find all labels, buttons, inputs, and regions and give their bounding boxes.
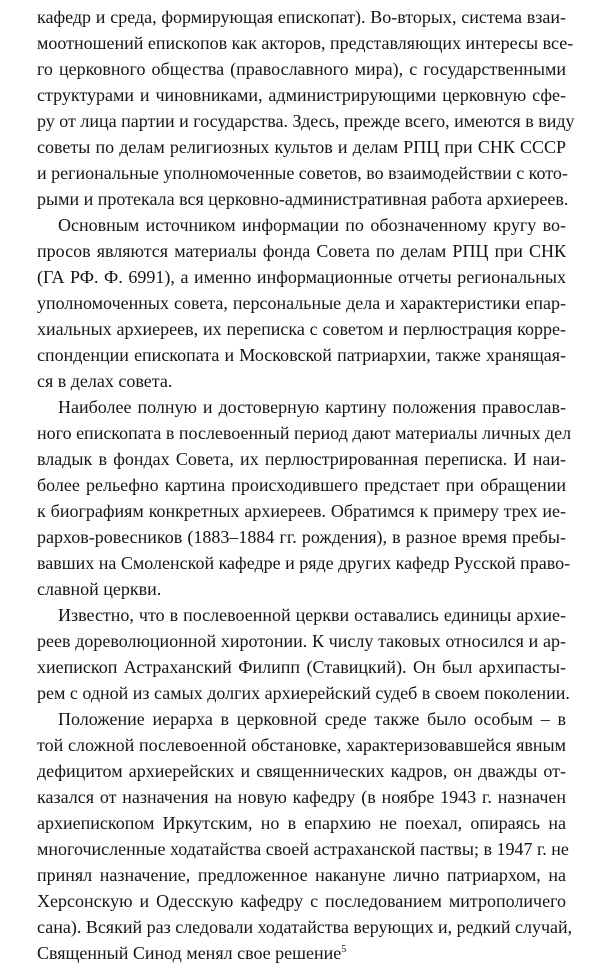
- text-line: (ГА РФ. Ф. 6991), а именно информационные отчеты региональных: [37, 267, 566, 287]
- text-line: рыми и протекала вся церковно-административная работа архиереев.: [37, 189, 569, 209]
- text-line: хиальных архиереев, их переписка с советом и перлюстрация корре-: [37, 319, 566, 339]
- paragraph-end-line: рем с одной из самых долгих архиерейский судеб в своем поколении.: [37, 683, 570, 703]
- paragraph-end-line: славной церкви.: [37, 579, 162, 599]
- paragraph-start-line: Основным источником информации по обозначенному кругу во-: [58, 215, 566, 235]
- text-line: рархов-ровесников (1883–1884 гг. рождения), в разное время пребы-: [37, 527, 566, 547]
- text-line: владык в фондах Совета, их перлюстрированная переписка. И наи-: [37, 449, 566, 469]
- text-line: реев дореволюционной хиротонии. К числу таковых относился и ар-: [37, 631, 566, 651]
- paragraph-end-line: ся в делах совета.: [37, 371, 173, 391]
- text-line: ру от лица партии и государства. Здесь, прежде всего, имеются в виду: [37, 111, 575, 131]
- text-line: многочисленные ходатайства своей астраханской паствы; в 1947 г. не: [37, 839, 569, 859]
- text-line: хиепископ Астраханский Филипп (Ставицкий). Он был архипасты-: [37, 657, 566, 677]
- text-line: Херсонскую и Одесскую кафедру с последованием митрополичего: [37, 891, 566, 911]
- text-line: казался от назначения на новую кафедру (в ноябре 1943 г. назначен: [37, 787, 566, 807]
- text-line: просов являются материалы фонда Совета по делам РПЦ при СНК: [37, 241, 566, 261]
- text-line: более рельефно картина происходившего предстает при обращении: [37, 475, 566, 495]
- text-line: спонденции епископата и Московской патриархии, также хранящая-: [37, 345, 566, 365]
- text-line: архиепископом Иркутским, но в епархию не поехал, опираясь на: [37, 813, 566, 833]
- paragraph-start-line: Известно, что в послевоенной церкви оставались единицы архие-: [58, 605, 566, 625]
- paragraph-end-line: [37, 940, 566, 966]
- text-line: кафедр и среда, формирующая епископат). Во-вторых, система взаи-: [37, 7, 566, 27]
- text-line: го церковного общества (православного мира), с государственными: [37, 59, 566, 79]
- text-line: ного епископата в послевоенный период дают материалы личных дел: [37, 423, 572, 443]
- paragraph-start-line: Положение иерарха в церковной среде также было особым – в: [58, 709, 566, 729]
- text-line: моотношений епископов как акторов, представляющих интересы все-: [37, 33, 574, 53]
- text-line: советы по делам религиозных культов и делам РПЦ при СНК СССР: [37, 137, 566, 157]
- text-line: принял назначение, предложенное накануне лично патриархом, на: [37, 865, 566, 885]
- text-line: той сложной послевоенной обстановке, характеризовавшейся явным: [37, 735, 566, 755]
- text-line: и региональные уполномоченные советов, во взаимодействии с кото-: [37, 163, 568, 183]
- text-fragment: Священный Синод менял свое решение: [37, 943, 342, 963]
- text-line: к биографиям конкретных архиереев. Обратимся к примеру трех ие-: [37, 501, 566, 521]
- paragraph-start-line: Наиболее полную и достоверную картину положения православ-: [58, 397, 566, 417]
- text-line: вавших на Смоленской кафедре и ряде других кафедр Русской право-: [37, 553, 571, 573]
- text-line: уполномоченных совета, персональные дела и характеристики епар-: [37, 293, 566, 313]
- footnote-marker[interactable]: 5: [341, 944, 347, 955]
- text-line: дефицитом архиерейских и священнических кадров, он дважды от-: [37, 761, 566, 781]
- text-line: структурами и чиновниками, администрирующими церковную сфе-: [37, 85, 566, 105]
- text-line: сана). Всякий раз следовали ходатайства верующих и, редкий случай,: [37, 917, 573, 937]
